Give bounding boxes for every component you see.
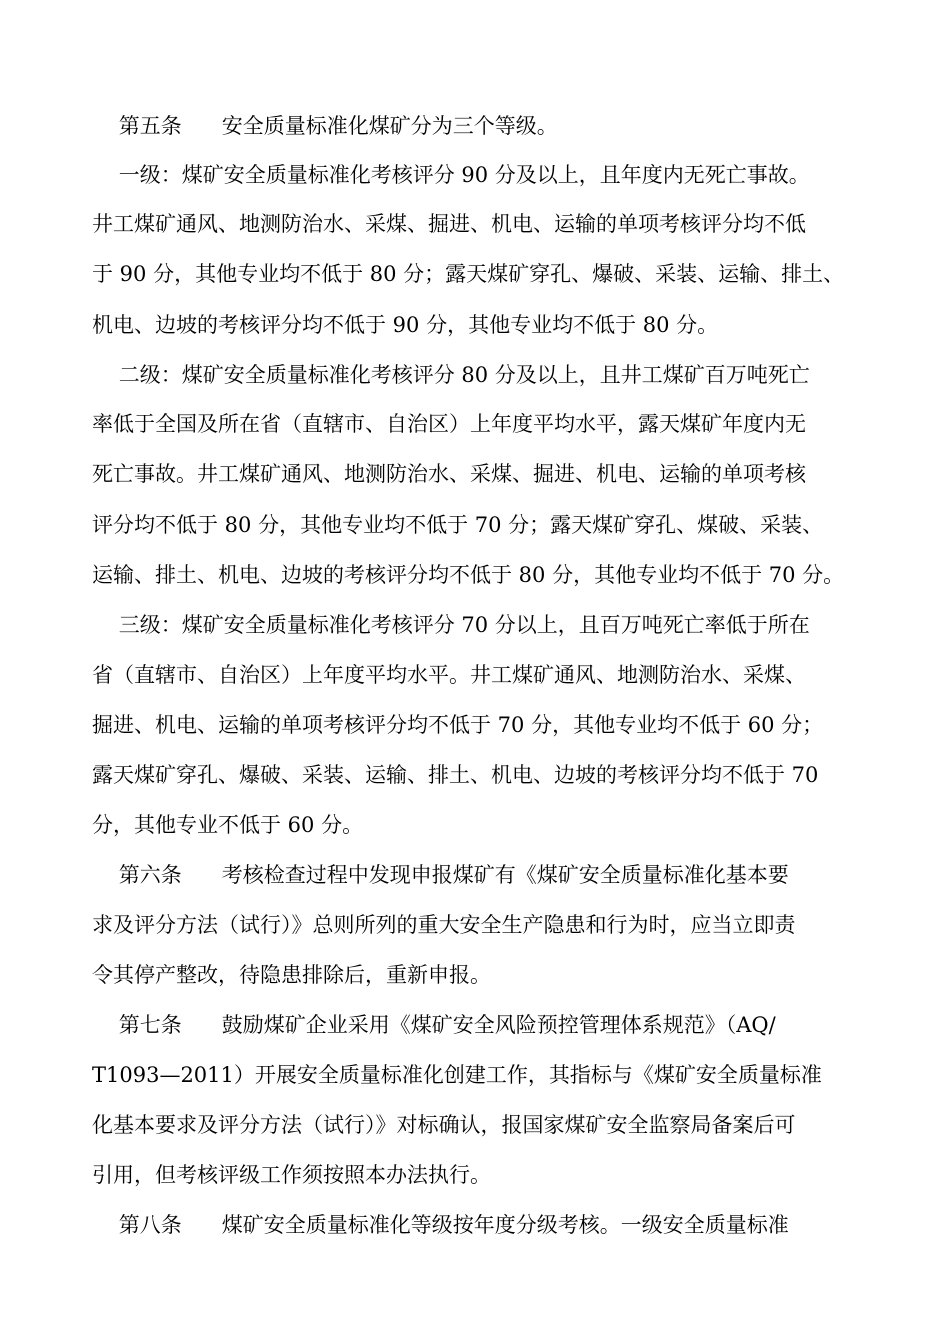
text-line: 于 90 分，其他专业均不低于 80 分；露天煤矿穿孔、爆破、采装、运输、排土、 (92, 262, 845, 286)
text-line: 机电、边坡的考核评分均不低于 90 分，其他专业均不低于 80 分。 (92, 313, 719, 337)
text-line: 井工煤矿通风、地测防治水、采煤、掘进、机电、运输的单项考核评分均不低 (92, 212, 806, 236)
text-line: 省（直辖市、自治区）上年度平均水平。井工煤矿通风、地测防治水、采煤、 (92, 663, 806, 687)
text-line: 运输、排土、机电、边坡的考核评分均不低于 80 分，其他专业均不低于 70 分。 (92, 563, 845, 587)
text-line: 求及评分方法（试行）》总则所列的重大安全生产隐患和行为时，应当立即责 (92, 913, 796, 937)
text-line: 引用，但考核评级工作须按照本办法执行。 (92, 1163, 491, 1187)
text-line: 死亡事故。井工煤矿通风、地测防治水、采煤、掘进、机电、运输的单项考核 (92, 462, 806, 486)
text-line: 第五条 安全质量标准化煤矿分为三个等级。 (92, 114, 558, 138)
text-line: 掘进、机电、运输的单项考核评分均不低于 70 分，其他专业均不低于 60 分； (92, 713, 824, 737)
text-line: 令其停产整改，待隐患排除后，重新申报。 (92, 963, 491, 987)
text-line: 评分均不低于 80 分，其他专业均不低于 70 分；露天煤矿穿孔、煤破、采装、 (92, 513, 824, 537)
text-line: 第六条 考核检查过程中发现申报煤矿有《煤矿安全质量标准化基本要 (92, 863, 789, 887)
text-line: 率低于全国及所在省（直辖市、自治区）上年度平均水平，露天煤矿年度内无 (92, 412, 806, 436)
text-line: 露天煤矿穿孔、爆破、采装、运输、排土、机电、边坡的考核评分均不低于 70 (92, 763, 819, 787)
text-line: 第八条 煤矿安全质量标准化等级按年度分级考核。一级安全质量标准 (92, 1213, 789, 1237)
text-line: 化基本要求及评分方法（试行）》对标确认，报国家煤矿安全监察局备案后可 (92, 1113, 796, 1137)
text-line: T1093—2011）开展安全质量标准化创建工作，其指标与《煤矿安全质量标准 (92, 1063, 822, 1087)
text-line: 第七条 鼓励煤矿企业采用《煤矿安全风险预控管理体系规范》（AQ/ (92, 1013, 776, 1037)
text-line: 分，其他专业不低于 60 分。 (92, 813, 364, 837)
text-line: 二级：煤矿安全质量标准化考核评分 80 分及以上，且井工煤矿百万吨死亡 (92, 363, 810, 387)
text-line: 三级：煤矿安全质量标准化考核评分 70 分以上，且百万吨死亡率低于所在 (92, 613, 810, 637)
text-line: 一级：煤矿安全质量标准化考核评分 90 分及以上，且年度内无死亡事故。 (92, 163, 810, 187)
